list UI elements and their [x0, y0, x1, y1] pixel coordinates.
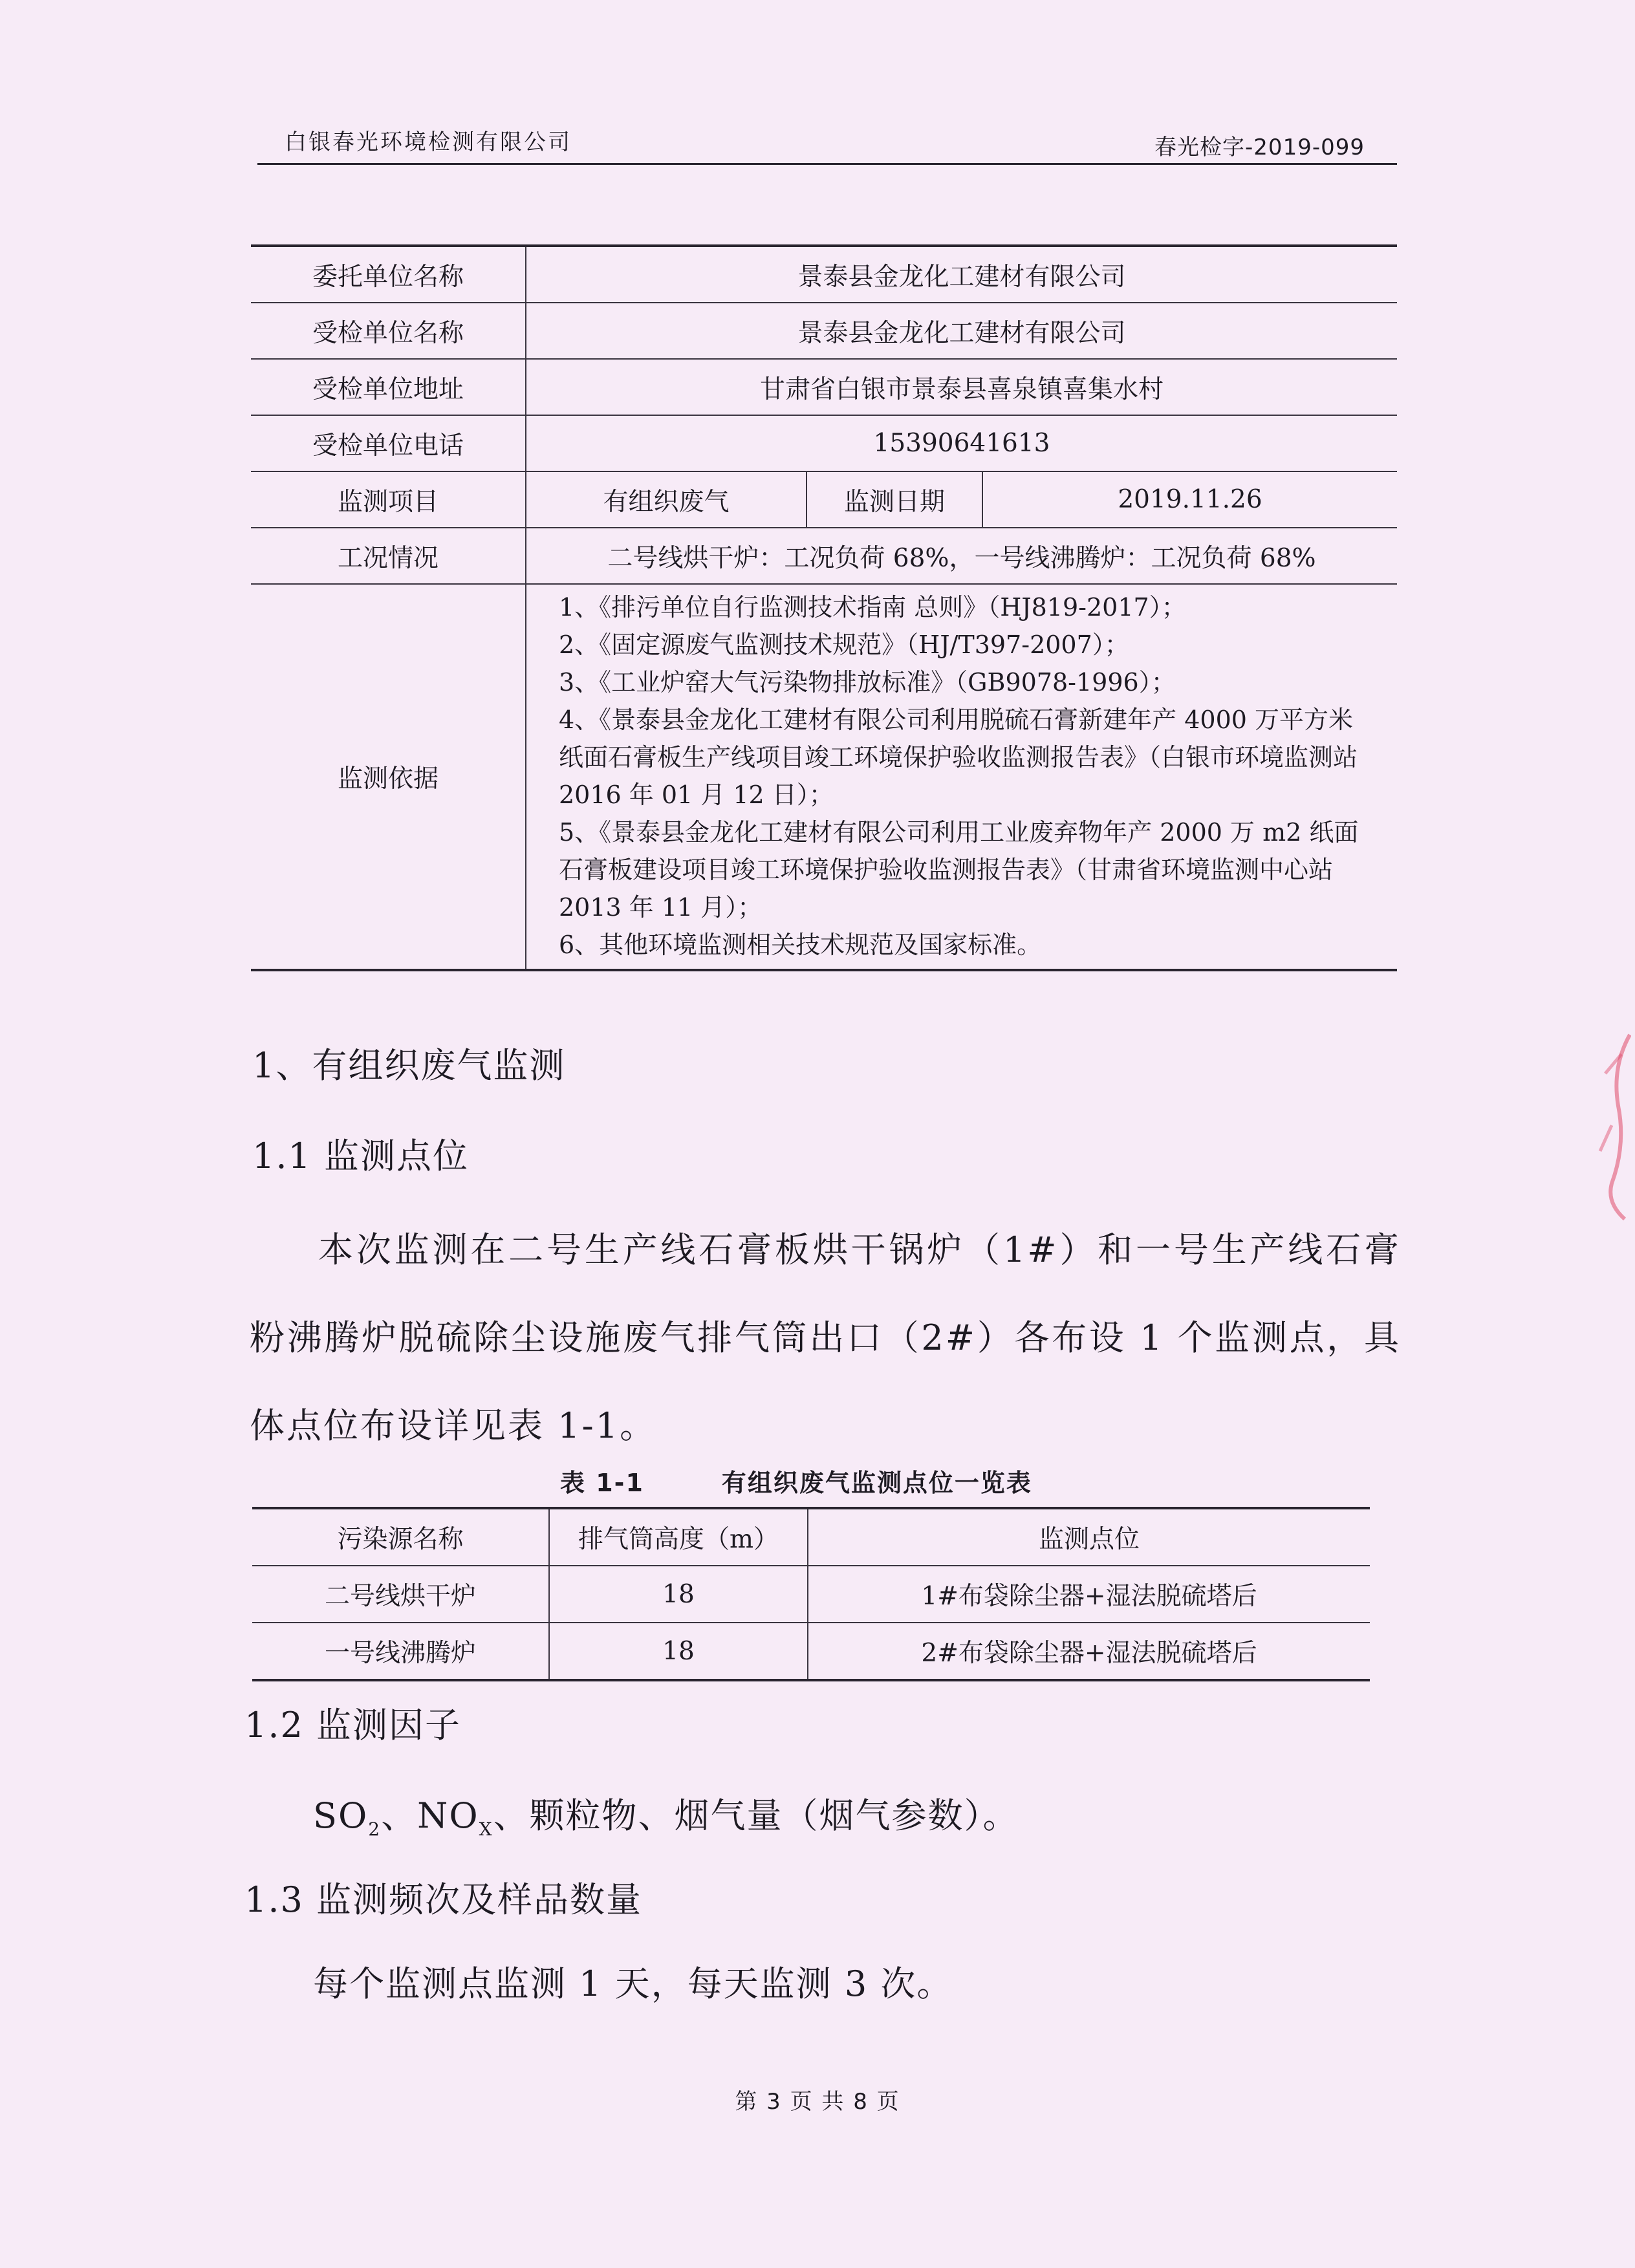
table-row [251, 415, 1397, 471]
phone-label: 受检单位电话 [251, 415, 526, 471]
basis-item: 5、《景泰县金龙化工建材有限公司利用工业废弃物年产 2000 万 m2 纸面石膏板建设项目竣工环境保护验收监测报告表》（甘肃省环境监测中心站 2013 年 11 月）； [559, 818, 1359, 922]
table-cell: 1#布袋除尘器+湿法脱硫塔后 [808, 1566, 1370, 1623]
client-value: 景泰县金龙化工建材有限公司 [526, 246, 1397, 303]
date-label: 监测日期 [807, 471, 982, 528]
column-header: 污染源名称 [252, 1508, 549, 1566]
address-value: 甘肃省白银市景泰县喜泉镇喜集水村 [526, 359, 1397, 415]
date-value: 2019.11.26 [982, 471, 1397, 528]
subsection-title-frequency: 1.3 监测频次及样品数量 [244, 1879, 643, 1920]
column-header: 排气筒高度（m） [549, 1508, 808, 1566]
basis-item: 4、《景泰县金龙化工建材有限公司利用脱硫石膏新建年产 4000 万平方米纸面石膏板生产线项目竣工环境保护验收监测报告表》（白银市环境监测站 2016 年 01 月 12 日）； [559, 706, 1358, 809]
basis-item: 1、《排污单位自行监测技术指南 总则》（HJ819-2017）； [559, 593, 1186, 621]
table-cell: 18 [549, 1623, 808, 1680]
subsection-title-factors: 1.2 监测因子 [244, 1705, 462, 1745]
item-value: 有组织废气 [526, 471, 807, 528]
address-label: 受检单位地址 [251, 359, 526, 415]
table-cell: 2#布袋除尘器+湿法脱硫塔后 [808, 1623, 1370, 1680]
table-row [251, 528, 1397, 584]
inspected-value: 景泰县金龙化工建材有限公司 [526, 303, 1397, 359]
info-table [251, 244, 1397, 971]
monitoring-points-table [252, 1507, 1370, 1681]
factors-line: $SO_2$、$NO_X$、颗粒物、烟气量（烟气参数）。 [313, 1795, 1019, 1840]
client-label: 委托单位名称 [251, 246, 526, 303]
header-divider [257, 163, 1397, 165]
table-row [251, 246, 1397, 303]
table-row [251, 359, 1397, 415]
inspected-label: 受检单位名称 [251, 303, 526, 359]
basis-item: 3、《工业炉窑大气污染物排放标准》（GB9078-1996）； [559, 668, 1176, 697]
basis-list [526, 584, 1397, 970]
header-company: 白银春光环境检测有限公司 [285, 129, 572, 155]
header-report-number: 春光检字-2019-099 [1154, 135, 1365, 160]
column-header: 监测点位 [808, 1508, 1370, 1566]
item-label: 监测项目 [251, 471, 526, 528]
page-number: 第 3 页 共 8 页 [735, 2089, 900, 2115]
condition-value: 二号线烘干炉：工况负荷 68%，一号线沸腾炉：工况负荷 68% [526, 528, 1397, 584]
table-title: 有组织废气监测点位一览表 [721, 1469, 1032, 1497]
subsection-title-points: 1.1 监测点位 [252, 1136, 470, 1176]
table-cell: 二号线烘干炉 [252, 1566, 549, 1623]
phone-value: 15390641613 [526, 415, 1397, 471]
table-caption [560, 1463, 1032, 1498]
table-row [251, 303, 1397, 359]
points-paragraph: 本次监测在二号生产线石膏板烘干锅炉（1#）和一号生产线石膏粉沸腾炉脱硫除尘设施废气排气筒出口（2#）各布设 1 个监测点，具体点位布设详见表 1-1。 [250, 1229, 1401, 1446]
table-row [251, 584, 1397, 970]
seal-stamp-fragment [1592, 1028, 1631, 1222]
table-header-row [252, 1508, 1370, 1566]
section-title: 1、有组织废气监测 [252, 1045, 566, 1086]
condition-label: 工况情况 [251, 528, 526, 584]
table-row [252, 1566, 1370, 1623]
table-cell: 一号线沸腾炉 [252, 1623, 549, 1680]
basis-item: 6、其他环境监测相关技术规范及国家标准。 [559, 931, 1042, 959]
table-row [252, 1623, 1370, 1680]
table-cell: 18 [549, 1566, 808, 1623]
basis-item: 2、《固定源废气监测技术规范》（HJ/T397-2007）； [559, 631, 1129, 659]
table-number: 表 1-1 [560, 1469, 644, 1497]
frequency-text: 每个监测点监测 1 天，每天监测 3 次。 [313, 1963, 953, 2004]
basis-label: 监测依据 [251, 584, 526, 970]
table-row [251, 471, 1397, 528]
